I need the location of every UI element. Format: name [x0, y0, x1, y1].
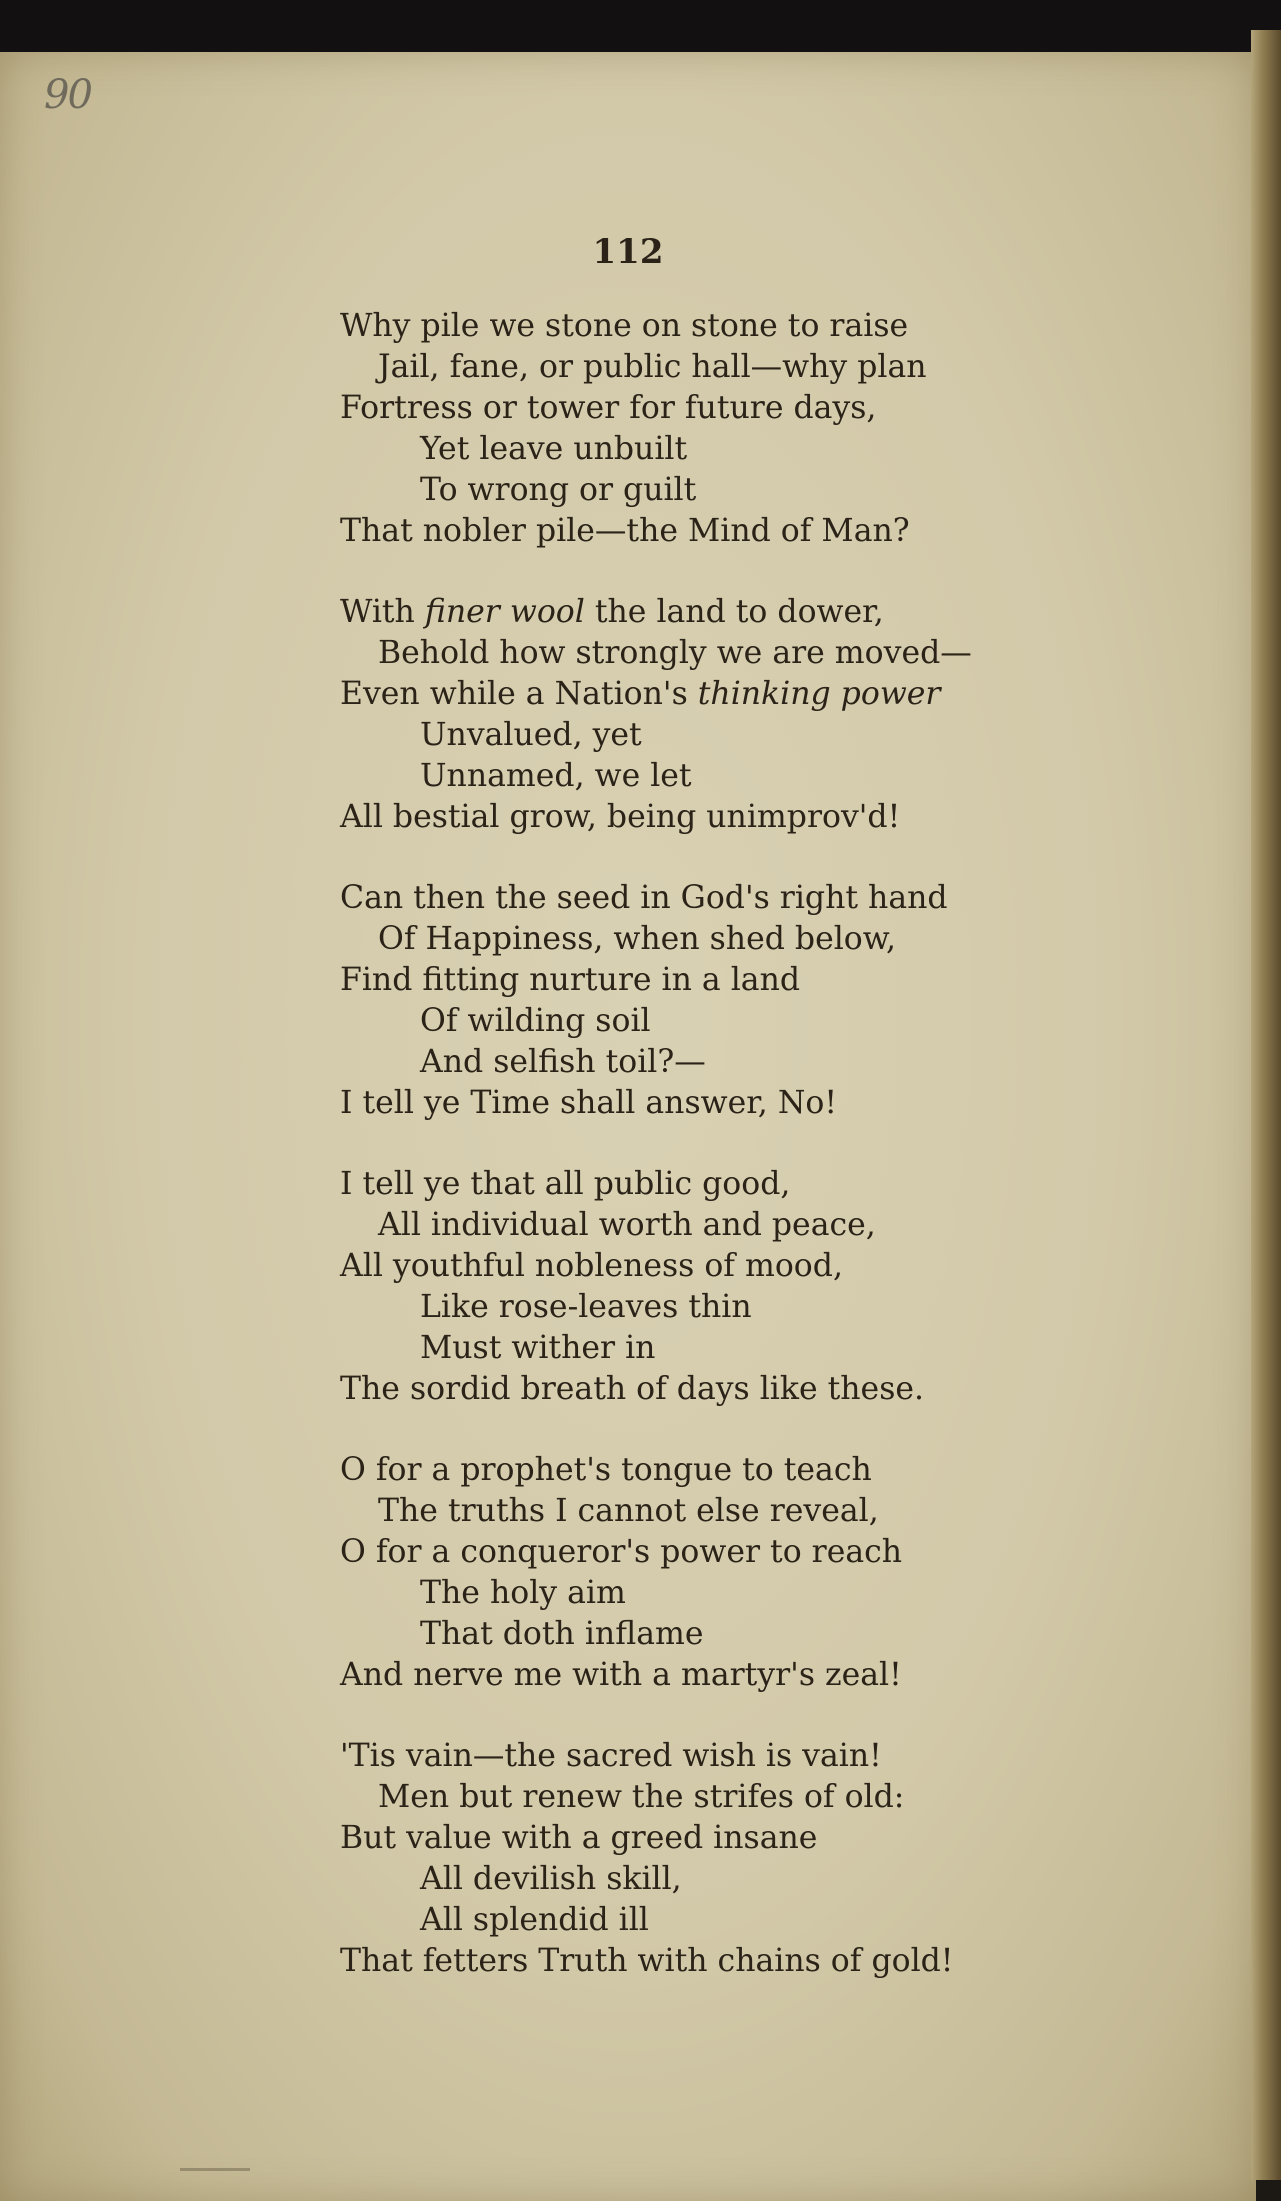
scan-border-top [0, 0, 1281, 52]
emphasized-text: finer wool [424, 594, 585, 630]
poem-line: Of wilding soil [420, 1003, 651, 1039]
poem-line: Behold how strongly we are moved— [378, 635, 972, 671]
poem-body [340, 306, 1200, 2022]
poem-line: All devilish skill, [420, 1861, 682, 1897]
poem-line: Jail, fane, or public hall—why plan [378, 349, 927, 385]
poem-text: Even while a Nation's [340, 676, 698, 712]
handwritten-folio-note: 90 [44, 72, 91, 118]
poem-line: Of Happiness, when shed below, [378, 921, 896, 957]
poem-line: To wrong or guilt [420, 472, 697, 508]
emphasized-text: thinking power [697, 676, 941, 712]
poem-line: That doth inflame [420, 1616, 704, 1652]
poem-text: the land to dower, [584, 594, 884, 630]
stanza-3 [340, 878, 1200, 1124]
poem-line: The sordid breath of days like these. [340, 1371, 925, 1407]
ink-smudge [180, 2168, 250, 2171]
poem-line: Yet leave unbuilt [420, 431, 688, 467]
poem-line: And nerve me with a martyr's zeal! [340, 1657, 902, 1693]
poem-line: All youthful nobleness of mood, [340, 1248, 843, 1284]
stanza-1 [340, 306, 1200, 552]
poem-line [340, 674, 1200, 715]
poem-line: Like rose-leaves thin [420, 1289, 752, 1325]
page-number: 112 [592, 232, 664, 272]
poem-line: Men but renew the strifes of old: [378, 1779, 905, 1815]
poem-line: That fetters Truth with chains of gold! [340, 1943, 954, 1979]
poem-line: And selfish toil?— [420, 1044, 706, 1080]
poem-line: Can then the seed in God's right hand [340, 880, 948, 916]
poem-line: All bestial grow, being unimprov'd! [340, 799, 901, 835]
poem-line: Fortress or tower for future days, [340, 390, 877, 426]
poem-line: All individual worth and peace, [378, 1207, 876, 1243]
poem-line: That nobler pile—the Mind of Man? [340, 513, 910, 549]
poem-line: But value with a greed insane [340, 1820, 818, 1856]
poem-text: With [340, 594, 425, 630]
stanza-4 [340, 1164, 1200, 1410]
poem-line: O for a conqueror's power to reach [340, 1534, 903, 1570]
stanza-6 [340, 1736, 1200, 1982]
poem-line: The truths I cannot else reveal, [378, 1493, 879, 1529]
poem-line [340, 592, 1200, 633]
stanza-2 [340, 592, 1200, 838]
poem-line: The holy aim [420, 1575, 626, 1611]
poem-line: Unvalued, yet [420, 717, 642, 753]
poem-line: Find fitting nurture in a land [340, 962, 801, 998]
poem-line: Unnamed, we let [420, 758, 692, 794]
binding-edge [1251, 30, 1281, 2180]
stanza-5 [340, 1450, 1200, 1696]
poem-line: O for a prophet's tongue to teach [340, 1452, 872, 1488]
poem-line: Why pile we stone on stone to raise [340, 308, 909, 344]
poem-line: I tell ye Time shall answer, No! [340, 1085, 838, 1121]
poem-line: All splendid ill [420, 1902, 649, 1938]
poem-line: I tell ye that all public good, [340, 1166, 791, 1202]
poem-line: Must wither in [420, 1330, 656, 1366]
poem-line: 'Tis vain—the sacred wish is vain! [340, 1738, 882, 1774]
